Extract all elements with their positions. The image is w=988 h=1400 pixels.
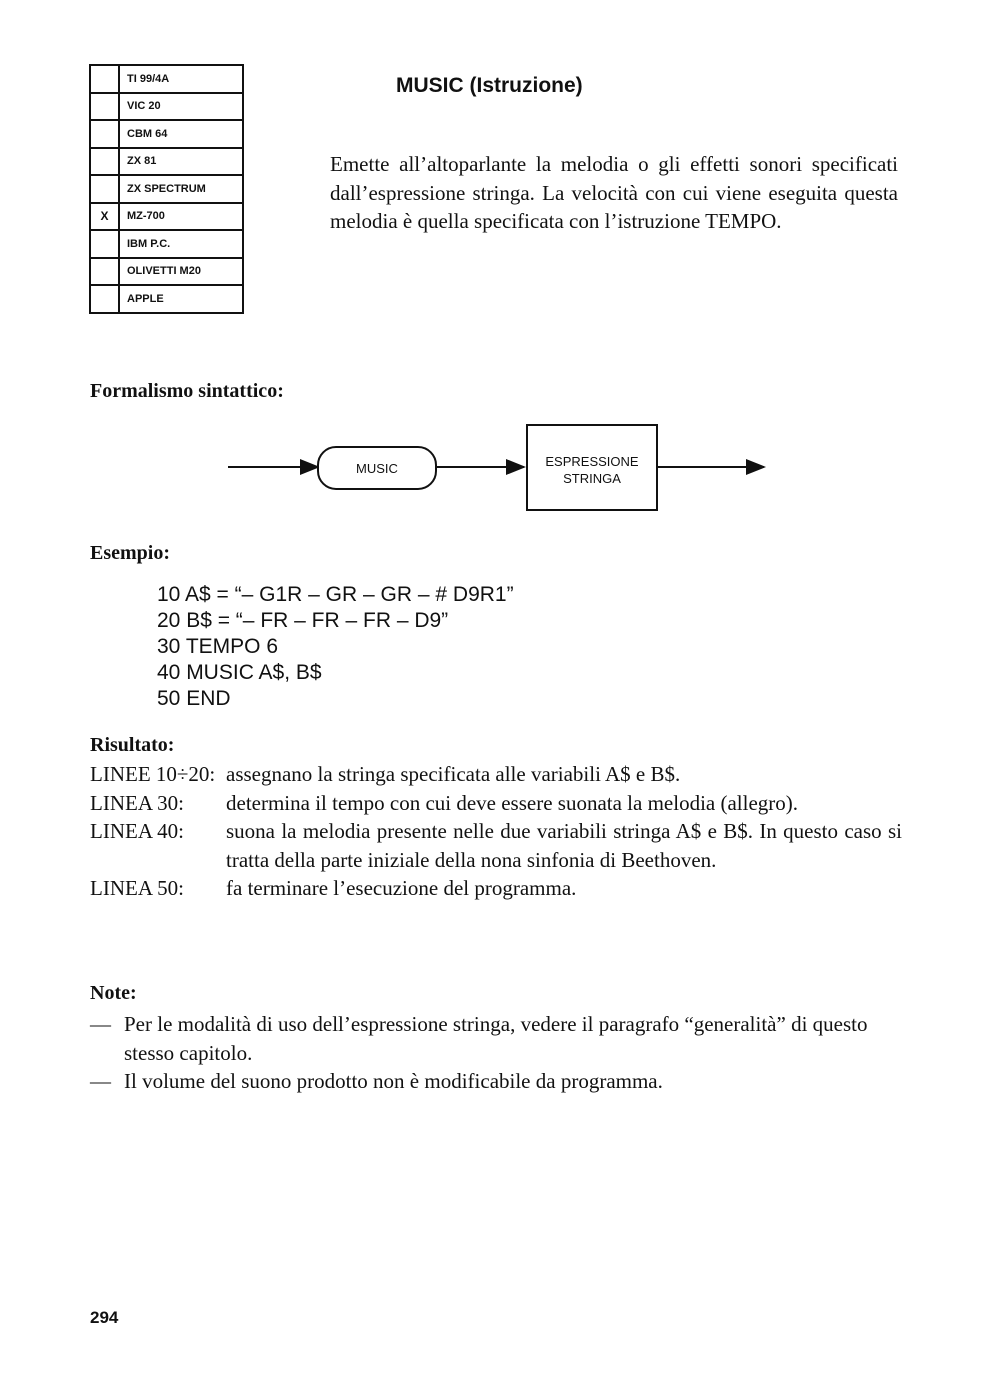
note-dash: — (90, 1069, 111, 1093)
notes-heading: Note: (90, 982, 137, 1004)
code-line: 20 B$ = “– FR – FR – FR – D9” (157, 609, 449, 632)
note-text: Il volume del suono prodotto non è modificabile da programma. (124, 1069, 663, 1093)
result-text: fa terminare l’esecuzione del programma. (226, 876, 577, 900)
compat-name: TI 99/4A (119, 65, 243, 93)
compat-row (90, 230, 243, 258)
expression-label-line1: ESPRESSIONE (545, 454, 639, 469)
note-item (90, 1010, 902, 1067)
compat-name: OLIVETTI M20 (119, 258, 243, 286)
compat-row (90, 148, 243, 176)
result-heading: Risultato: (90, 734, 175, 756)
code-line: 40 MUSIC A$, B$ (157, 661, 322, 684)
note-item (90, 1067, 902, 1096)
compat-mark (90, 120, 119, 148)
example-code (157, 582, 514, 712)
keyword-label: MUSIC (356, 461, 398, 476)
compat-mark (90, 148, 119, 176)
instruction-title: MUSIC (Istruzione) (396, 74, 583, 97)
result-text: determina il tempo con cui deve essere suonata la melodia (allegro). (226, 790, 799, 815)
expression-label-line2: STRINGA (563, 471, 621, 486)
compat-mark (90, 230, 119, 258)
result-row (90, 874, 902, 903)
result-label: LINEA 50: (90, 876, 184, 900)
note-text: Per le modalità di uso dell’espressione stringa, vedere il paragrafo “generalità” di questo stesso capitolo. (124, 1012, 868, 1065)
compat-mark (90, 285, 119, 313)
compat-row (90, 93, 243, 121)
compat-mark (90, 93, 119, 121)
compat-row (90, 285, 243, 313)
instruction-description: Emette all’altoparlante la melodia o gli effetti sonori specificati dall’espressione stringa. La velocità con cui viene eseguita questa melodia è quella specificata con l’istruzione TEMPO. (330, 152, 898, 233)
compat-name: CBM 64 (119, 120, 243, 148)
compat-row (90, 120, 243, 148)
compat-name: VIC 20 (119, 93, 243, 121)
result-label: LINEE 10÷20: (90, 762, 216, 786)
compat-name: IBM P.C. (119, 230, 243, 258)
compat-name: APPLE (119, 285, 243, 313)
syntax-diagram (226, 420, 772, 516)
code-line: 30 TEMPO 6 (157, 635, 278, 658)
compat-name: ZX 81 (119, 148, 243, 176)
example-heading: Esempio: (90, 542, 170, 564)
result-row (90, 817, 902, 874)
result-label: LINEA 40: (90, 819, 184, 843)
result-list (90, 760, 902, 903)
compat-row (90, 258, 243, 286)
result-text: assegnano la stringa specificata alle variabili A$ e B$. (226, 762, 681, 786)
result-text: suona la melodia presente nelle due variabili stringa A$ e B$. In questo caso si tratta della parte iniziale della nona sinfonia di Beethoven. (226, 819, 902, 872)
result-row (90, 760, 902, 789)
notes-list (90, 1010, 902, 1096)
compat-mark (90, 258, 119, 286)
compat-mark (90, 65, 119, 93)
compat-row (90, 175, 243, 203)
compat-name: ZX SPECTRUM (119, 175, 243, 203)
result-label: LINEA 30: (90, 790, 184, 815)
note-dash: — (90, 1012, 111, 1036)
compat-row (90, 65, 243, 93)
compat-row (90, 203, 243, 231)
compat-mark (90, 175, 119, 203)
syntax-heading: Formalismo sintattico: (90, 380, 284, 402)
result-row (90, 789, 902, 818)
compat-name: MZ-700 (119, 203, 243, 231)
code-line: 50 END (157, 687, 231, 710)
page-number: 294 (90, 1308, 119, 1327)
compatibility-table (89, 64, 244, 314)
compat-mark: X (90, 203, 119, 231)
code-line: 10 A$ = “– G1R – GR – GR – # D9R1” (157, 583, 514, 606)
